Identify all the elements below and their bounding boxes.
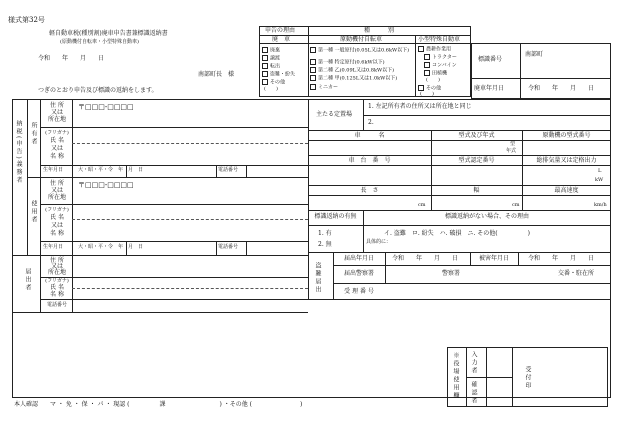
notifier-location-label: 所在地 (47, 269, 66, 276)
owner-location-label: 所在地 (47, 116, 66, 123)
shadai-label: 車 台 番 号 (348, 157, 391, 164)
addressee: 南部町長 様 (198, 71, 235, 78)
reason-label: 申告の理由 (265, 27, 296, 34)
reason-checkbox[interactable]: 廃棄 (262, 47, 280, 54)
saikou-unit: km/h (594, 202, 607, 208)
user-furigana-label: (フリガナ) (45, 207, 69, 213)
owner-furigana-label: (フリガナ) (45, 130, 69, 136)
user-or-label: 又は (50, 187, 63, 194)
katashiki-label: 型式及び年式 (458, 132, 495, 139)
haisha-date-label: 廃車年月日 (474, 85, 505, 92)
owner-address-label: 住 所 (50, 102, 64, 109)
reason-checkbox[interactable]: その他 (262, 79, 285, 86)
haisha-date-field[interactable]: 令和 年 月 日 (528, 85, 595, 92)
user-tel-label: 電話番号 (218, 244, 239, 250)
identity-confirmation[interactable]: 本人確認 マ ・ 免 ・ 保 ・ パ ・ 現認 ( 課 ) ・その他 ( ) (14, 401, 303, 408)
user-postal-field[interactable]: 〒□□□-□□□□ (78, 181, 134, 189)
user-address-label: 住 所 (50, 180, 64, 187)
l-unit: L (598, 168, 602, 174)
hennou-nashi-option[interactable]: 2. 無 (318, 241, 332, 248)
nouzei-gimusha-label: 納税(申告)義務者 (15, 120, 22, 185)
teichi-option-1[interactable]: 1. 左記所有者の住所又は所在地と同じ (368, 103, 472, 110)
gendouki-checkbox[interactable]: ミニカー (310, 84, 338, 91)
notifier-name-label: 氏 名 (50, 284, 64, 291)
owner-name-label: 氏 名 (50, 137, 64, 144)
notifier-or-label: 又は (50, 263, 63, 270)
owner-meisho-label: 名 称 (50, 153, 64, 160)
notifier-address-label: 住 所 (50, 257, 64, 264)
higai-date-label: 被害年月日 (478, 255, 509, 262)
katashiki-nintei-label: 型式認定番号 (458, 157, 495, 164)
form-number: 様式第32号 (8, 16, 45, 24)
user-location-label: 所在地 (47, 194, 66, 201)
kogata-checkbox[interactable]: コンバイン (424, 62, 457, 69)
teichi-option-2[interactable]: 2. (368, 119, 374, 126)
gendouki-checkbox[interactable]: 第一種 一般原付(0.05L又は0.6kW以下) (310, 47, 409, 54)
notifier-furigana-label: (フリガナ) (45, 278, 69, 284)
kogata-other-field[interactable]: ( ) (420, 91, 434, 97)
keisatsu-field[interactable]: 警察署 (442, 270, 461, 277)
kogata-checkbox[interactable]: 田植機 (424, 70, 447, 77)
gendouki-label: 原動機付自転車 (340, 36, 383, 43)
sign-number-label: 標識番号 (478, 56, 503, 63)
gendouki-checkbox[interactable]: 第二種 乙(0.09L又は0.8kW以下) (310, 67, 394, 74)
owner-tel-label: 電話番号 (218, 167, 239, 173)
reason-checkbox[interactable]: 盗難・紛失 (262, 71, 295, 78)
hennou-reasons[interactable]: イ. 盗難 ロ. 紛失 ハ. 破損 ニ. その他( ) (384, 230, 530, 237)
notifier-meisho-label: 名 称 (50, 291, 64, 298)
haba-unit: cm (512, 202, 520, 208)
shiyosha-label: 使用者 (30, 200, 37, 224)
owner-postal-field[interactable]: 〒□□□-□□□□ (78, 103, 134, 111)
nyuryoku-label: 入力者 (470, 351, 477, 375)
user-name-label: 氏 名 (50, 214, 64, 221)
haba-label: 幅 (473, 187, 480, 194)
uketsuke-label: 受付印 (524, 366, 531, 390)
todokede-date-label: 届出年月日 (343, 255, 374, 262)
hennou-ari-option[interactable]: 1. 有 (318, 230, 332, 237)
gutai-label: 具体的に： (366, 239, 392, 245)
reason-other-field[interactable]: ( ) (264, 86, 278, 92)
shamei-label: 車 名 (354, 132, 385, 139)
todokede-date-field[interactable]: 令和 年 月 日 (392, 255, 459, 262)
form-title: 軽自動車税(種別割)廃車申告書兼標識返納書 (49, 30, 168, 37)
higai-date-field[interactable]: 令和 年 月 日 (528, 255, 595, 262)
nenshiki-unit: 年式 (506, 148, 517, 154)
kogata-group-label: 農耕作業用 (418, 46, 451, 53)
keisatsu-label: 届出警察署 (343, 270, 374, 277)
notifier-tel-label: 電話番号 (46, 302, 67, 308)
form-subtitle: (原動機付自転車・小型特殊自動車) (60, 39, 139, 45)
user-meisho-label: 名 称 (50, 230, 64, 237)
nagasa-label: 長 さ (360, 187, 379, 194)
owner-or2-label: 又は (50, 145, 63, 152)
haisha-label: 廃 車 (272, 36, 291, 43)
reason-checkbox[interactable]: 転出 (262, 63, 280, 70)
haikiryou-label: 総排気量又は定格出力 (536, 157, 597, 164)
gendouki-checkbox[interactable]: 第二種 甲(0.125L又は1.0kW以下) (310, 75, 397, 82)
teichi-label: 主たる定置場 (316, 111, 353, 118)
owner-birth-label: 生年月日 (43, 167, 64, 173)
kata-unit: 型 (510, 141, 516, 147)
saikou-label: 最高速度 (554, 187, 579, 194)
gendouki-checkbox[interactable]: 第一種 特定原付(0.6kW以下) (310, 59, 385, 66)
user-birth-field[interactable]: 大・昭・平・令 年 月 日 (78, 244, 144, 250)
yakuba-label: ※役場使用欄 (452, 352, 459, 400)
kogata-checkbox[interactable]: トラクター (424, 54, 457, 61)
user-birth-label: 生年月日 (43, 244, 64, 250)
kw-unit: kW (595, 177, 604, 183)
todokedesha-label: 届出者 (24, 268, 31, 292)
kouban-field[interactable]: 交番・駐在所 (558, 270, 595, 277)
owner-or-label: 又は (50, 109, 63, 116)
kogata-label: 小型特殊自動車 (418, 36, 461, 43)
hennou-umu-label: 標識返納の有無 (314, 213, 357, 220)
hennou-nai-label: 標識返納がない場合、その理由 (444, 213, 529, 220)
kakunin-label: 確認者 (470, 381, 477, 405)
tounan-label: 盗難届出 (314, 262, 321, 294)
sign-town[interactable]: 南部町 (525, 51, 544, 58)
owner-birth-field[interactable]: 大・昭・平・令 年 月 日 (78, 167, 144, 173)
kogata-other-field[interactable]: ( ) (426, 77, 440, 83)
statement: つぎのとおり申告及び標識の返納をします。 (38, 87, 158, 94)
user-or2-label: 又は (50, 222, 63, 229)
gendouki-katashiki-label: 原動機の型式番号 (542, 132, 591, 139)
nagasa-unit: cm (418, 202, 426, 208)
kogata-checkbox[interactable]: その他 (418, 85, 441, 92)
juri-label: 受 理 番 号 (344, 288, 374, 295)
type-label: 種 別 (364, 27, 395, 34)
reason-checkbox[interactable]: 譲渡 (262, 55, 280, 62)
shoyusha-label: 所有者 (30, 122, 37, 146)
submission-date[interactable]: 令和 年 月 日 (38, 55, 105, 62)
